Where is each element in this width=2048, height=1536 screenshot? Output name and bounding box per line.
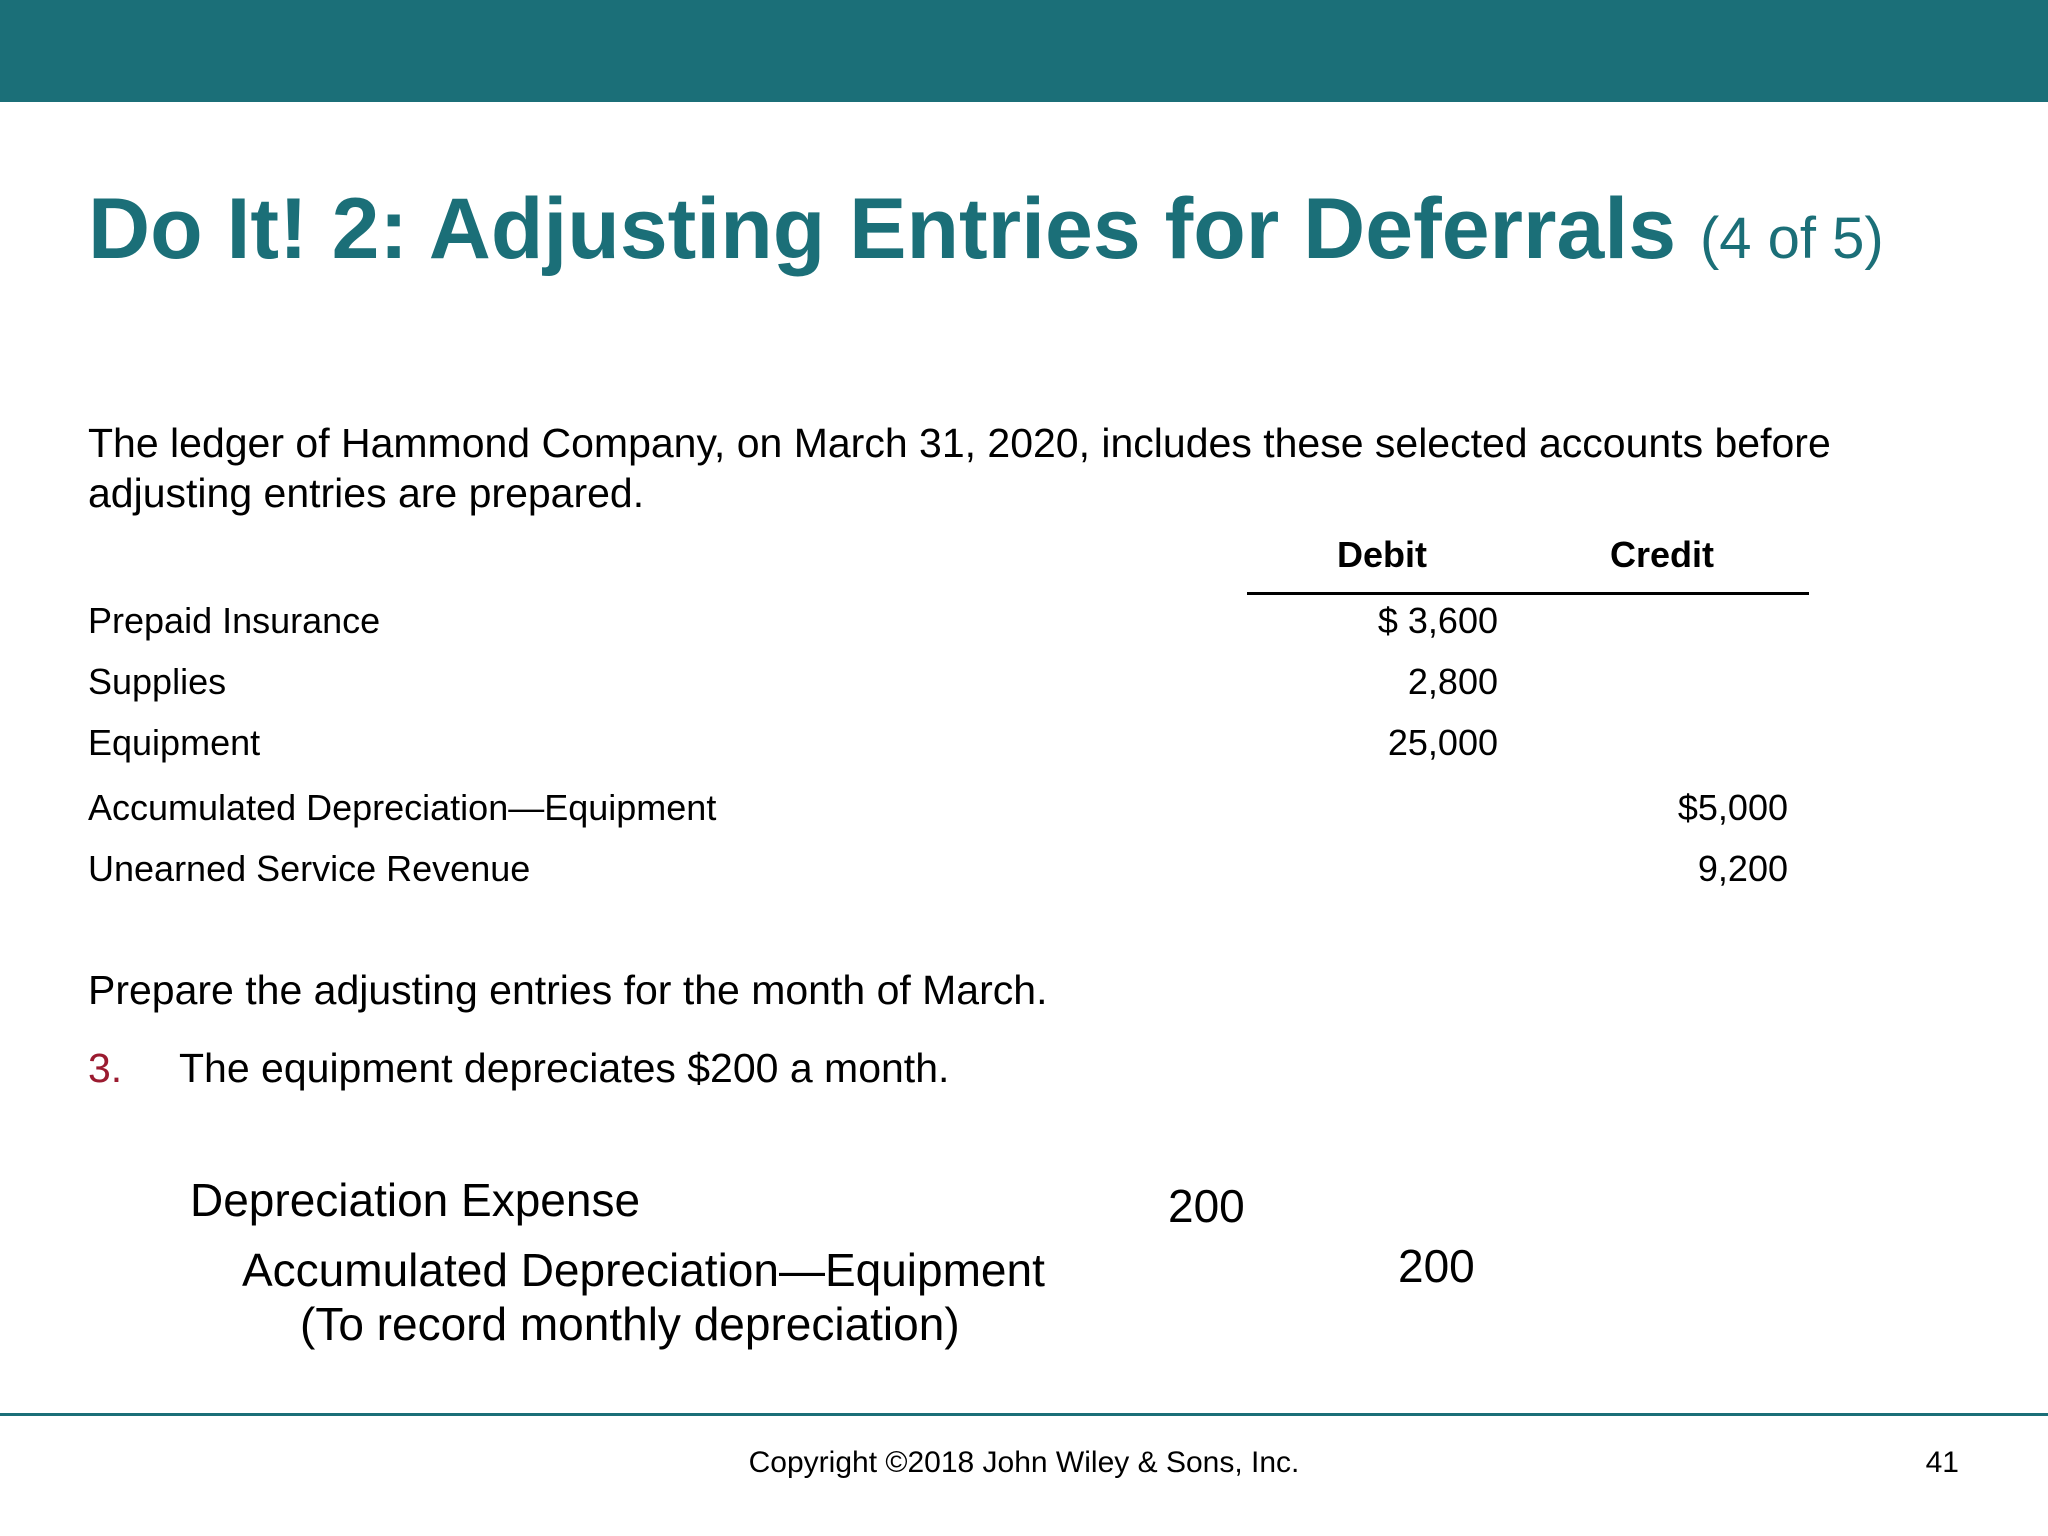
ledger-row-equipment — [88, 719, 1788, 767]
journal-credit-amount: 200 — [1398, 1240, 1475, 1292]
journal-credit-account: Accumulated Depreciation—Equipment — [242, 1244, 1045, 1296]
ledger-debit: 2,800 — [1407, 661, 1498, 702]
task-item-number: 3. — [88, 1045, 123, 1091]
intro-text: The ledger of Hammond Company, on March 31, 2020, includes these selected accounts before adjusting entries are prepared. — [88, 420, 1831, 516]
footer-divider — [0, 1413, 2048, 1416]
ledger-account: Unearned Service Revenue — [88, 848, 531, 889]
ledger-account: Accumulated Depreciation—Equipment — [88, 787, 717, 828]
header-bar — [0, 0, 2048, 102]
ledger-row-accumulated-depreciation — [88, 784, 1788, 832]
ledger-account: Prepaid Insurance — [88, 600, 381, 641]
ledger-credit: $5,000 — [1677, 787, 1788, 828]
ledger-row-unearned-service-revenue — [88, 845, 1788, 893]
slide-title — [88, 182, 1884, 277]
task-prompt: Prepare the adjusting entries for the month of March. — [88, 967, 1048, 1013]
ledger-account: Supplies — [88, 661, 227, 702]
slide-title-main: Do It! 2: Adjusting Entries for Deferrals — [88, 181, 1677, 277]
header-underline — [1247, 592, 1809, 595]
debit-column-header: Debit — [1337, 534, 1427, 575]
journal-debit-account: Depreciation Expense — [190, 1174, 641, 1226]
task-item-text: The equipment depreciates $200 a month. — [179, 1045, 950, 1091]
ledger-debit: $ 3,600 — [1377, 600, 1498, 641]
credit-column-header: Credit — [1609, 534, 1714, 575]
copyright-text: Copyright ©2018 John Wiley & Sons, Inc. — [748, 1446, 1300, 1479]
journal-explanation: (To record monthly depreciation) — [300, 1298, 960, 1350]
ledger-debit: 25,000 — [1387, 722, 1498, 763]
ledger-row-supplies — [88, 658, 1788, 706]
ledger-row-prepaid-insurance — [88, 597, 1788, 645]
ledger-credit: 9,200 — [1697, 848, 1788, 889]
slide-title-suffix: (4 of 5) — [1699, 206, 1884, 271]
journal-debit-amount: 200 — [1168, 1180, 1245, 1232]
task-item — [88, 1042, 949, 1094]
page-number: 41 — [1925, 1446, 1959, 1479]
ledger-account: Equipment — [88, 722, 261, 763]
